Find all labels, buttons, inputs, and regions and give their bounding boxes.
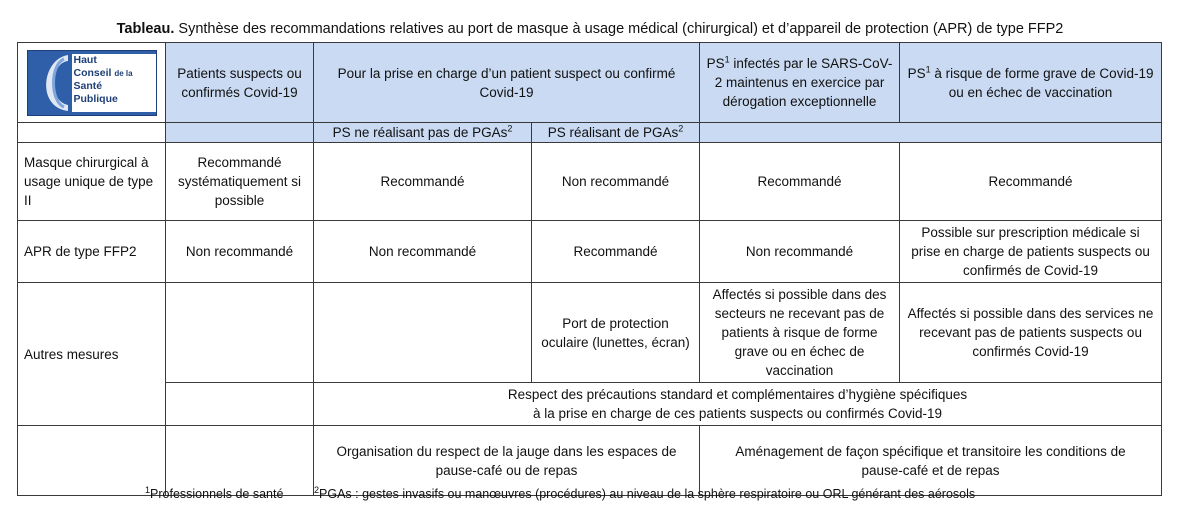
respect-line-2: à la prise en charge de ces patients suspects ou confirmés Covid-19 <box>533 406 942 421</box>
caption-text: Synthèse des recommandations relatives au port de masque à usage médical (chirurgical) et d’appareil de protection (APR) de type FFP2 <box>174 21 1064 37</box>
logo-line3: Santé <box>73 79 103 92</box>
logo-line4: Publique <box>73 92 118 105</box>
subheader-row <box>18 123 1162 143</box>
cell-autres-avec-pga: Port de protection oculaire (lunettes, écran) <box>532 283 700 383</box>
subheader-empty-right <box>700 123 1162 143</box>
cell-masque-patients: Recommandé systématiquement si possible <box>166 143 314 221</box>
logo-text <box>72 54 156 112</box>
cell-pause-empty <box>166 426 314 496</box>
header-ps-infectes: $PS^1$ infectés par le SARS-CoV-2 maintenus en exercice par dérogation exceptionnelle <box>700 43 900 123</box>
cell-autres-ps-infectes: Affectés si possible dans des secteurs ne recevant pas de patients à risque de forme grave ou en échec de vaccination <box>700 283 900 383</box>
cell-pause-jauge: Organisation du respect de la jauge dans les espaces de pause-café ou de repas <box>314 426 700 496</box>
respect-line-1: Respect des précautions standard et complémentaires d’hygiène spécifiques <box>507 387 968 402</box>
table-caption <box>0 20 1180 38</box>
subheader-empty-col1 <box>166 123 314 143</box>
table-row-respect <box>18 383 1162 426</box>
table-row-masque <box>18 143 1162 221</box>
row-label-autres: Autres mesures <box>18 283 166 426</box>
cell-apr-ps-infectes: Non recommandé <box>700 221 900 283</box>
cell-masque-ps-infectes: Recommandé <box>700 143 900 221</box>
cell-masque-ps-risque: Recommandé <box>900 143 1162 221</box>
caption-label: Tableau. <box>116 21 175 37</box>
logo-cell <box>18 43 166 123</box>
subheader-ps-sans-pga: PS ne réalisant pas de PGAs$^2$ <box>314 123 532 143</box>
header-ps-risque: $PS^1$ à risque de forme grave de Covid-19 ou en échec de vaccination <box>900 43 1162 123</box>
cell-apr-avec-pga: Recommandé <box>532 221 700 283</box>
row-label-apr: APR de type FFP2 <box>18 221 166 283</box>
cell-autres-sans-pga <box>314 283 532 383</box>
cell-masque-avec-pga: Non recommandé <box>532 143 700 221</box>
row-label-masque: Masque chirurgical à usage unique de type II <box>18 143 166 221</box>
recommendations-table <box>17 42 1162 496</box>
cell-respect-precautions <box>314 383 1162 426</box>
footnote-2: $^2$PGAs : gestes invasifs ou manœuvres (procédures) au niveau de la sphère respiratoire ou ORL générant des aérosols <box>314 484 976 501</box>
cell-apr-sans-pga: Non recommandé <box>314 221 532 283</box>
cell-apr-patients: Non recommandé <box>166 221 314 283</box>
subheader-empty-left <box>18 123 166 143</box>
table-row-apr <box>18 221 1162 283</box>
header-prise-en-charge: Pour la prise en charge d’un patient suspect ou confirmé Covid-19 <box>314 43 700 123</box>
cell-pause-amenagement: Aménagement de façon spécifique et transitoire les conditions de pause-café et de repas <box>700 426 1162 496</box>
footnote-1: $^1$Professionnels de santé <box>145 484 284 501</box>
header-patients-suspects: Patients suspects ou confirmés Covid-19 <box>166 43 314 123</box>
header-row <box>18 43 1162 123</box>
cell-apr-ps-risque: Possible sur prescription médicale si prise en charge de patients suspects ou confirmés de Covid-19 <box>900 221 1162 283</box>
cell-autres-ps-risque: Affectés si possible dans des services ne recevant pas de patients suspects ou confirmés Covid-19 <box>900 283 1162 383</box>
cell-pause-label-empty <box>18 426 166 496</box>
table-row-autres <box>18 283 1162 383</box>
cell-autres-patients <box>166 283 314 383</box>
cell-masque-sans-pga: Recommandé <box>314 143 532 221</box>
cell-respect-empty <box>166 383 314 426</box>
table-row-pause <box>18 426 1162 496</box>
logo-line2: Conseil de la <box>73 66 133 79</box>
hcsp-logo <box>27 50 157 116</box>
logo-line1: Haut <box>73 53 97 66</box>
subheader-ps-avec-pga: PS réalisant de PGAs$^2$ <box>532 123 700 143</box>
